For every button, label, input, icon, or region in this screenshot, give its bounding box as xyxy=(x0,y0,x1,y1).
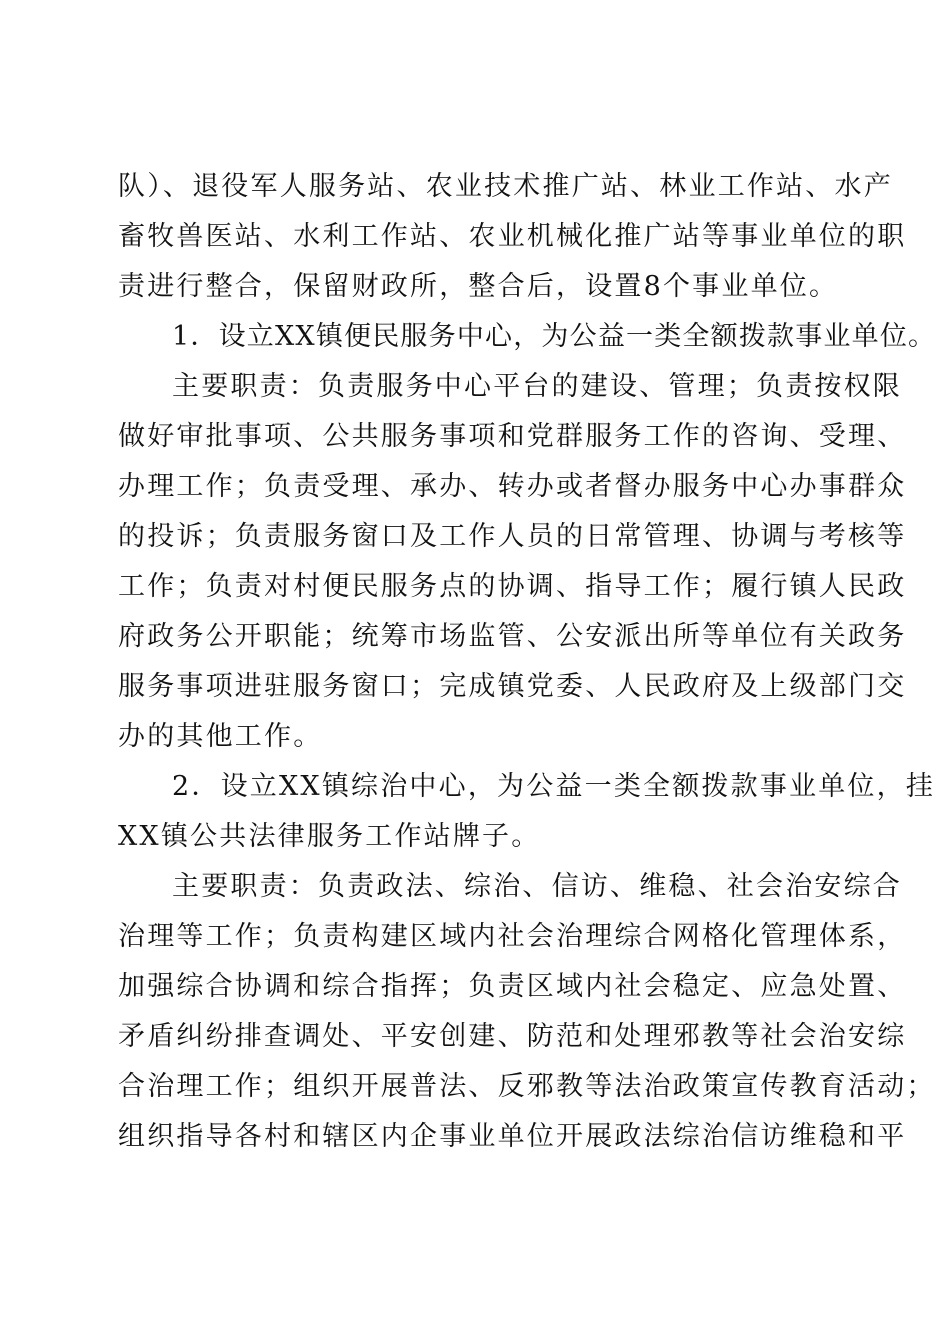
section-1-heading: 1．设立XX镇便民服务中心，为公益一类全额拨款事业单位。 xyxy=(172,321,937,352)
section-1-duties-start: 主要职责：负责服务中心平台的建设、管理；负责按权限 xyxy=(172,371,902,402)
section-2-heading: 2．设立XX镇综治中心，为公益一类全额拨款事业单位，挂 xyxy=(172,771,936,802)
text-line-3: 责进行整合，保留财政所，整合后，设置8个事业单位。 xyxy=(118,271,839,302)
section-2-duties-start: 主要职责：负责政法、综治、信访、维稳、社会治安综合 xyxy=(172,871,902,902)
text-line-6: 做好审批事项、公共服务事项和党群服务工作的咨询、受理、 xyxy=(118,421,907,452)
text-line-8: 的投诉；负责服务窗口及工作人员的日常管理、协调与考核等 xyxy=(118,521,907,552)
text-line-10: 府政务公开职能；统筹市场监管、公安派出所等单位有关政务 xyxy=(118,621,907,652)
text-line-12: 办的其他工作。 xyxy=(118,721,323,752)
text-line-19: 合治理工作；组织开展普法、反邪教等法治政策宣传教育活动； xyxy=(118,1071,936,1102)
text-line-9: 工作；负责对村便民服务点的协调、指导工作；履行镇人民政 xyxy=(118,571,907,602)
section-2-heading-cont: XX镇公共法律服务工作站牌子。 xyxy=(118,821,541,852)
text-line-16: 治理等工作；负责构建区域内社会治理综合网格化管理体系， xyxy=(118,921,907,952)
text-line-17: 加强综合协调和综合指挥；负责区域内社会稳定、应急处置、 xyxy=(118,971,907,1002)
text-line-2: 畜牧兽医站、水利工作站、农业机械化推广站等事业单位的职 xyxy=(118,221,907,252)
text-line-20: 组织指导各村和辖区内企事业单位开展政法综治信访维稳和平 xyxy=(118,1121,907,1152)
text-line-7: 办理工作；负责受理、承办、转办或者督办服务中心办事群众 xyxy=(118,471,907,502)
text-line-18: 矛盾纠纷排查调处、平安创建、防范和处理邪教等社会治安综 xyxy=(118,1021,907,1052)
text-line-1: 队）、退役军人服务站、农业技术推广站、林业工作站、水产 xyxy=(118,171,893,202)
text-line-11: 服务事项进驻服务窗口；完成镇党委、人民政府及上级部门交 xyxy=(118,671,907,702)
